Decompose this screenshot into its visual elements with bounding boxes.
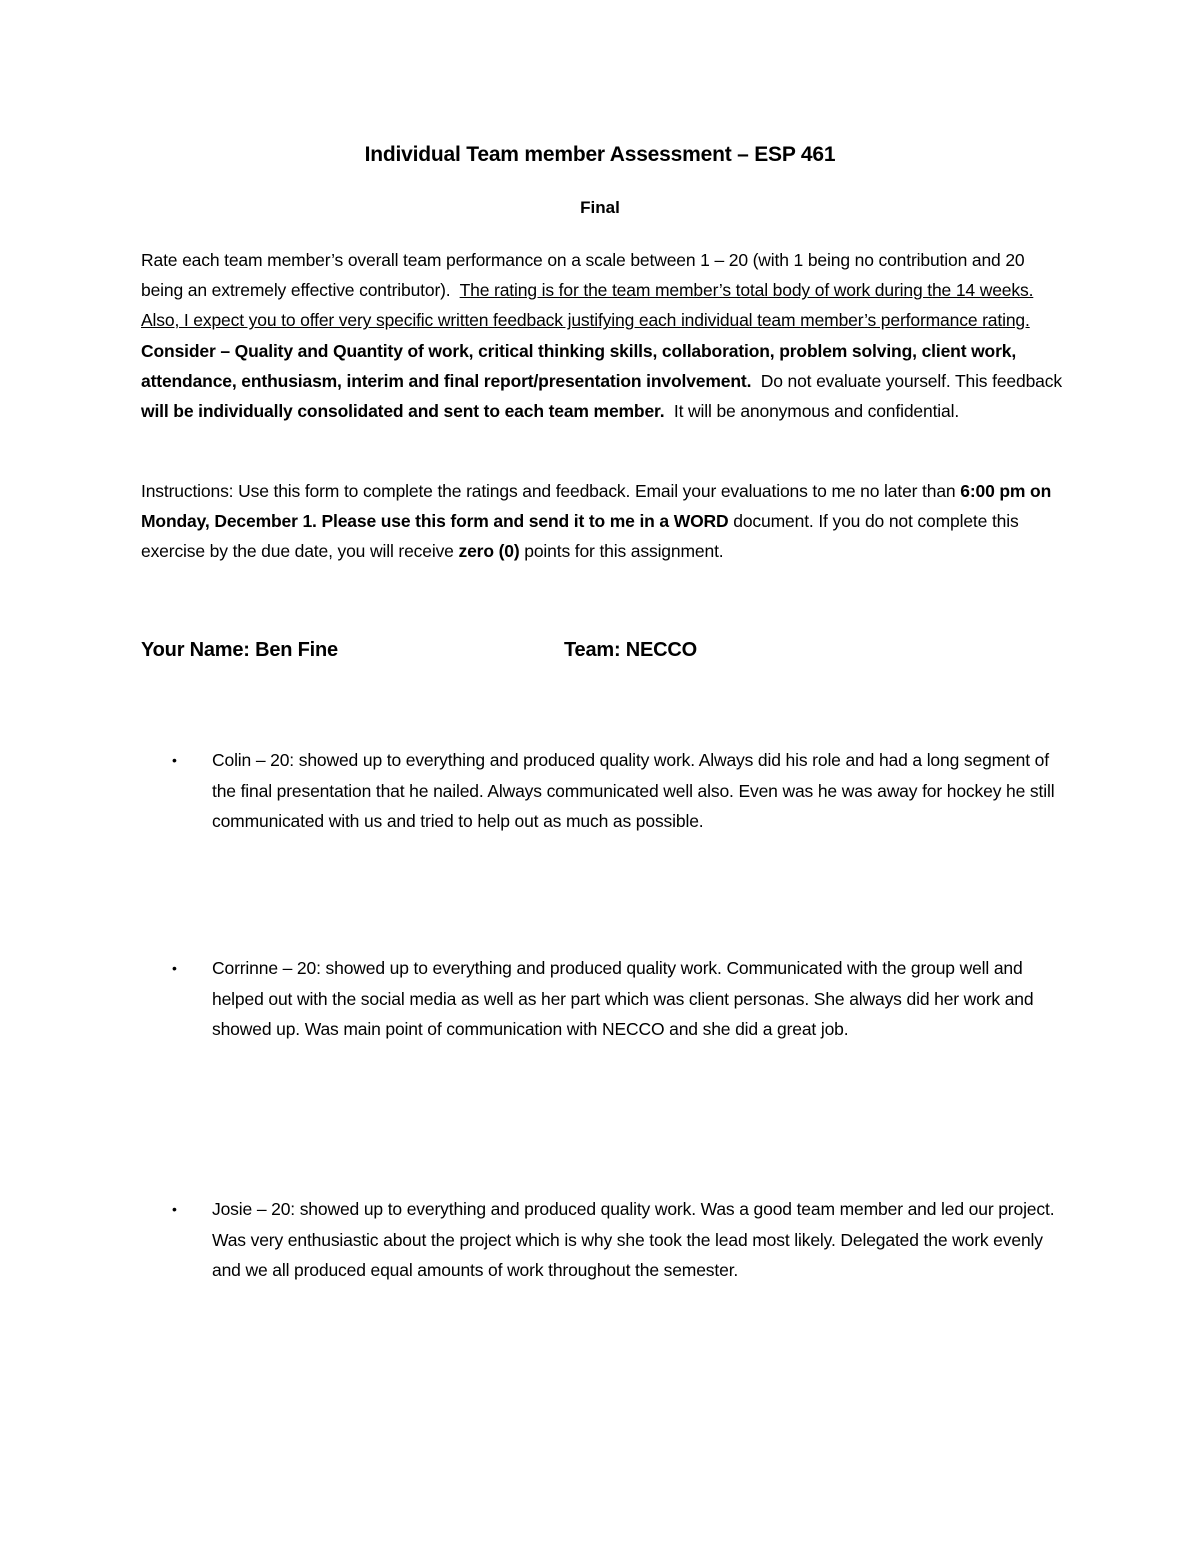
document-title: Individual Team member Assessment – ESP 461: [364, 143, 836, 166]
bullet-icon: •: [172, 960, 177, 976]
intro-underlined-text: The rating is for the team member’s total body of work during the 14 weeks. Also, I expect you to offer very specific written feedback justifying each individual team member’s performance rating.: [141, 280, 1034, 331]
intro-consider-text: Consider – Quality and Quantity of work, critical thinking skills, collaboration, problem solving, client work, attendance, enthusiasm, interim and final report/presentation involvement.: [141, 340, 1017, 391]
intro-paragraph: [141, 245, 1066, 426]
team-field: Team: NECCO: [564, 639, 698, 661]
feedback-text: Corrinne – 20: showed up to everything and produced quality work. Communicated with the group well and helped out with the social media as well as her part which was client personas. She always did her work and showed up. Was main point of communication with NECCO and she did a great job.: [212, 958, 1034, 1039]
your-name-field: Your Name: Ben Fine: [141, 639, 338, 661]
intro-sentence-4: Do not evaluate yourself. This feedback: [760, 370, 1062, 391]
instructions-sentence-1: Instructions: Use this form to complete the ratings and feedback. Email your evaluations to me no later than: [141, 481, 956, 501]
intro-sentence-1: Rate each team member’s overall team performance on a scale between 1 – 20 (with 1 being no contribution and 20 being an extremely effective contributor).: [141, 250, 1025, 301]
feedback-text: Josie – 20: showed up to everything and produced quality work. Was a good team member and led our project. Was very enthusiastic about the project which is why she took the lead most likely. Delegated the work evenly and we all produced equal amounts of work throughout the semester.: [212, 1199, 1055, 1280]
bullet-icon: •: [172, 752, 177, 768]
document-subtitle: Final: [580, 198, 620, 217]
instructions-zero-points-text: zero (0): [458, 541, 520, 562]
intro-consolidated-text: will be individually consolidated and sent to each team member.: [141, 401, 665, 422]
feedback-text: Colin – 20: showed up to everything and produced quality work. Always did his role and had a long segment of the final presentation that he nailed. Always communicated well also. Even was he was away for hockey he still communicated with us and tried to help out as much as possible.: [212, 750, 1055, 831]
instructions-sentence-3: document. If you do not complete this exercise by the due date, you will receive: [141, 511, 1019, 562]
instructions-sentence-5: points for this assignment.: [524, 541, 724, 562]
instructions-deadline-text: 6:00 pm on Monday, December 1. Please use this form and send it to me in a WORD: [141, 481, 1052, 532]
instructions-paragraph: [141, 476, 1066, 567]
intro-sentence-6: It will be anonymous and confidential.: [673, 401, 960, 422]
bullet-icon: •: [172, 1201, 177, 1217]
